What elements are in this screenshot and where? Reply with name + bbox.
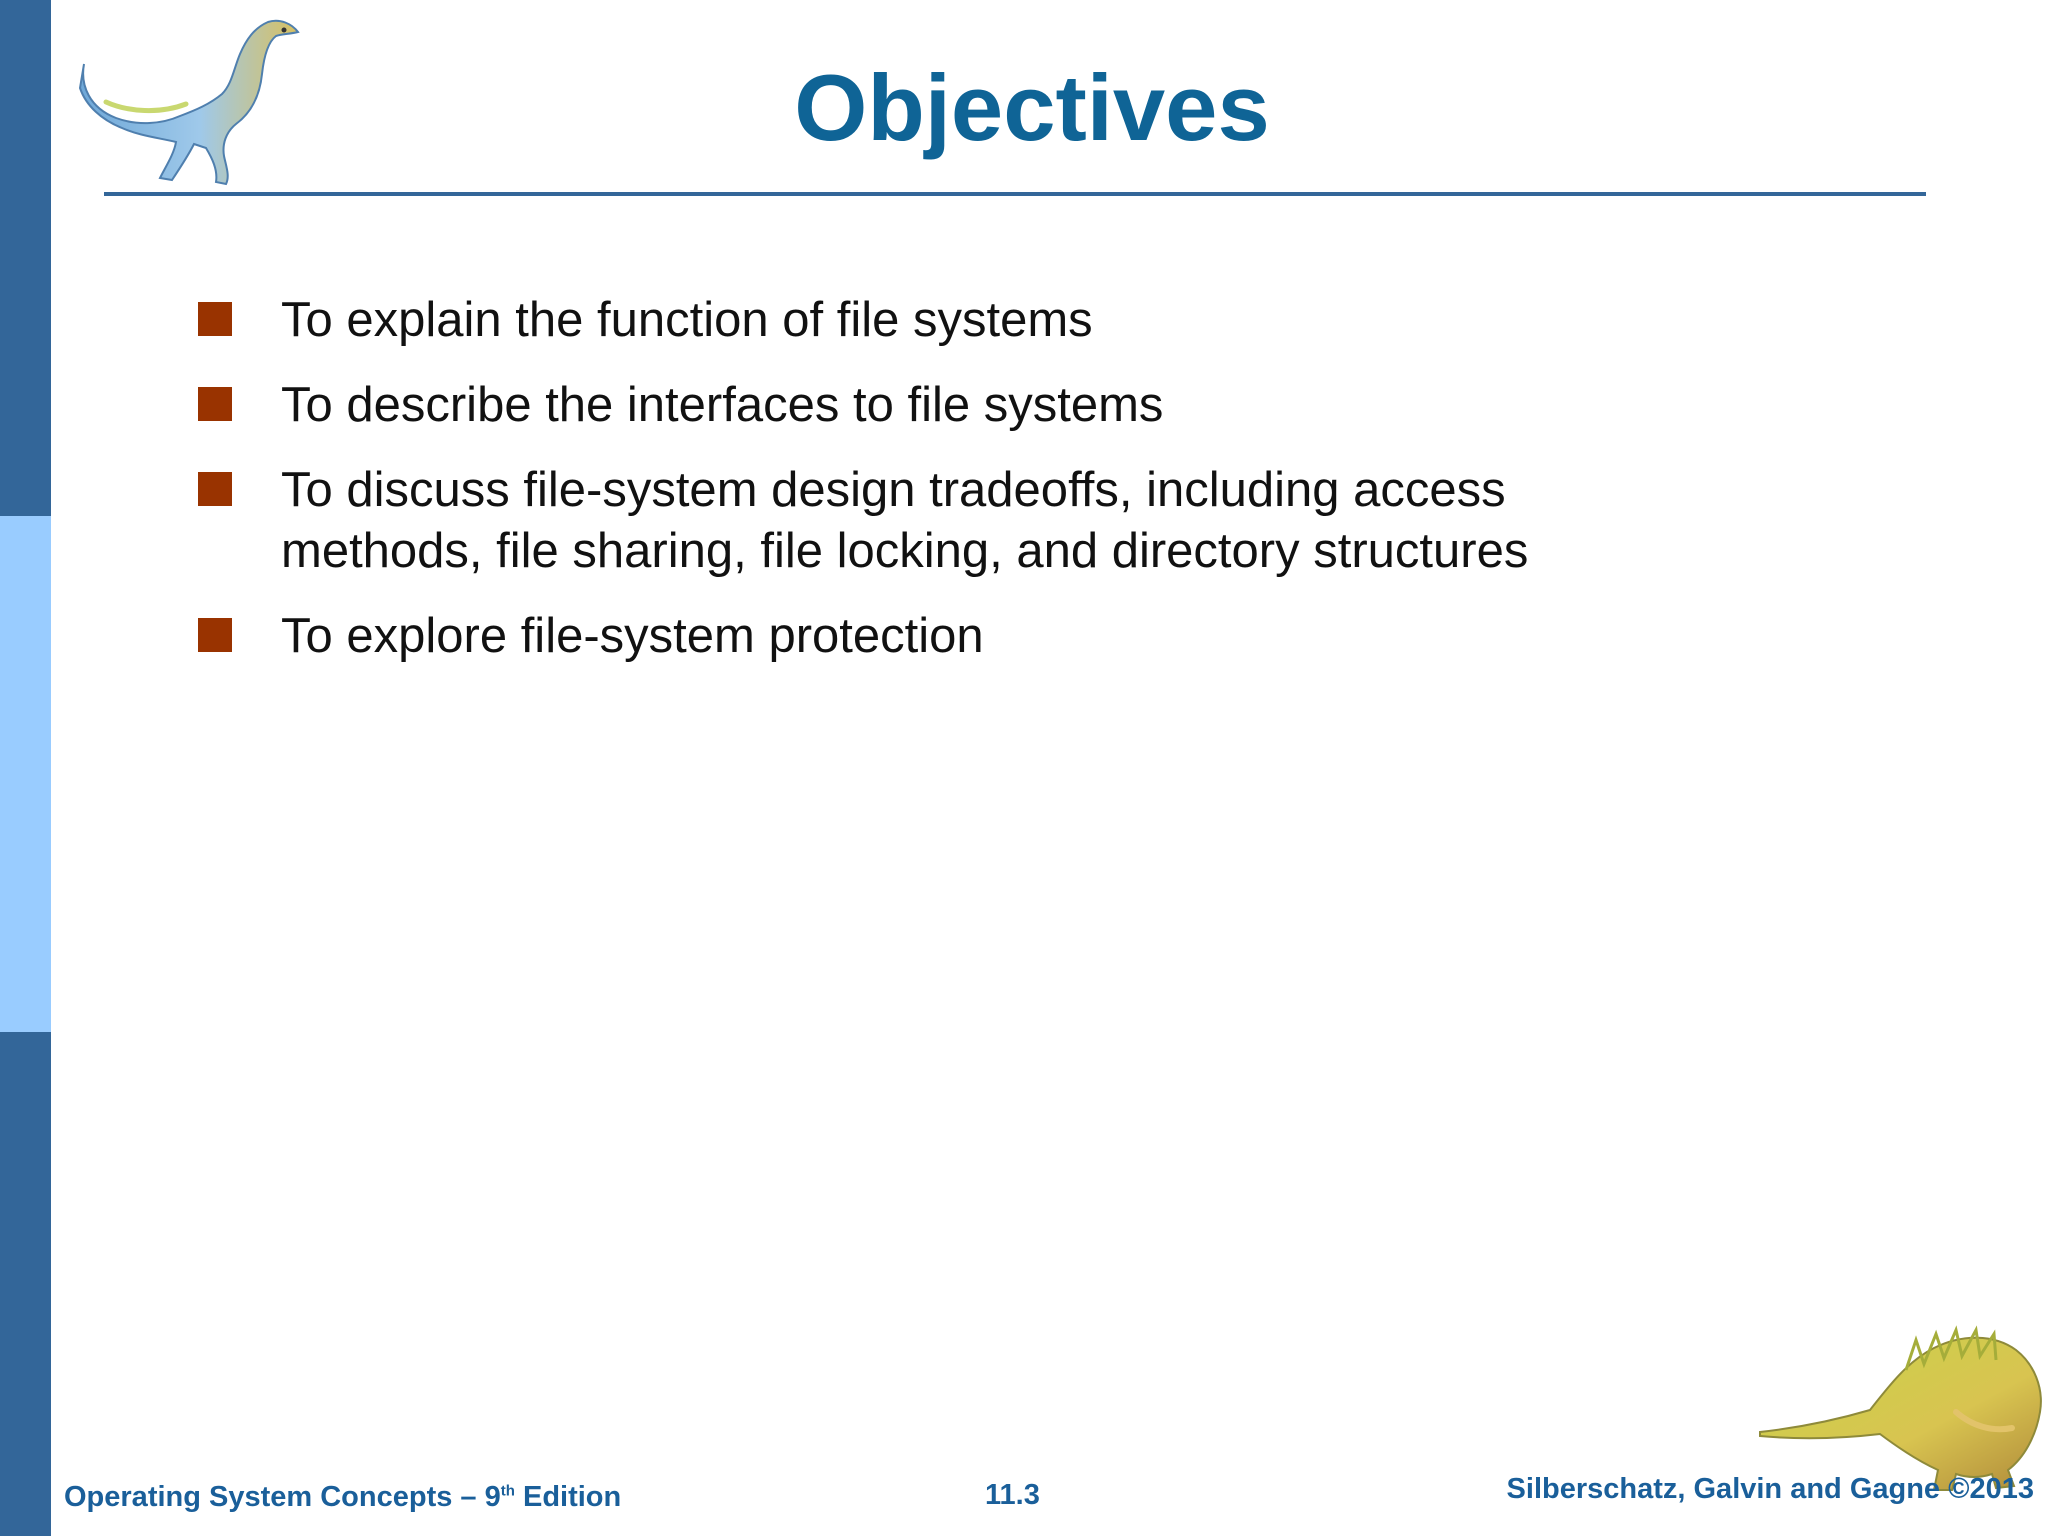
list-item-text: To discuss file-system design tradeoffs, including access methods, file sharing, file locking, and directory structures xyxy=(281,463,1529,578)
sidebar-stripe-top xyxy=(0,0,51,516)
dinosaur-standing-icon xyxy=(76,16,316,192)
list-item xyxy=(198,460,1671,582)
list-item-text: To explore file-system protection xyxy=(281,609,984,663)
list-item-text: To explain the function of file systems xyxy=(281,293,1093,347)
title-divider xyxy=(104,192,1926,196)
footer-page-number: 11.3 xyxy=(985,1479,1040,1511)
list-item xyxy=(198,290,1898,351)
objectives-list xyxy=(198,290,1898,691)
footer-edition-superscript: th xyxy=(500,1482,515,1500)
sidebar-stripe-middle xyxy=(0,516,51,1032)
footer-copyright: Silberschatz, Galvin and Gagne ©2013 xyxy=(1506,1473,2034,1505)
sidebar-stripe-bottom xyxy=(0,1032,51,1536)
square-bullet-icon xyxy=(198,302,232,336)
square-bullet-icon xyxy=(198,387,232,421)
footer-book-title-suffix: Edition xyxy=(514,1481,622,1513)
dinosaur-crouching-icon xyxy=(1756,1300,2048,1496)
square-bullet-icon xyxy=(198,472,232,506)
slide-title: Objectives xyxy=(794,55,1270,160)
square-bullet-icon xyxy=(198,618,232,652)
list-item-text: To describe the interfaces to file systems xyxy=(281,378,1164,432)
list-item xyxy=(198,606,1898,667)
footer-book-title-main: Operating System Concepts – 9 xyxy=(64,1481,501,1513)
list-item xyxy=(198,375,1898,436)
footer-book-title xyxy=(64,1481,621,1514)
